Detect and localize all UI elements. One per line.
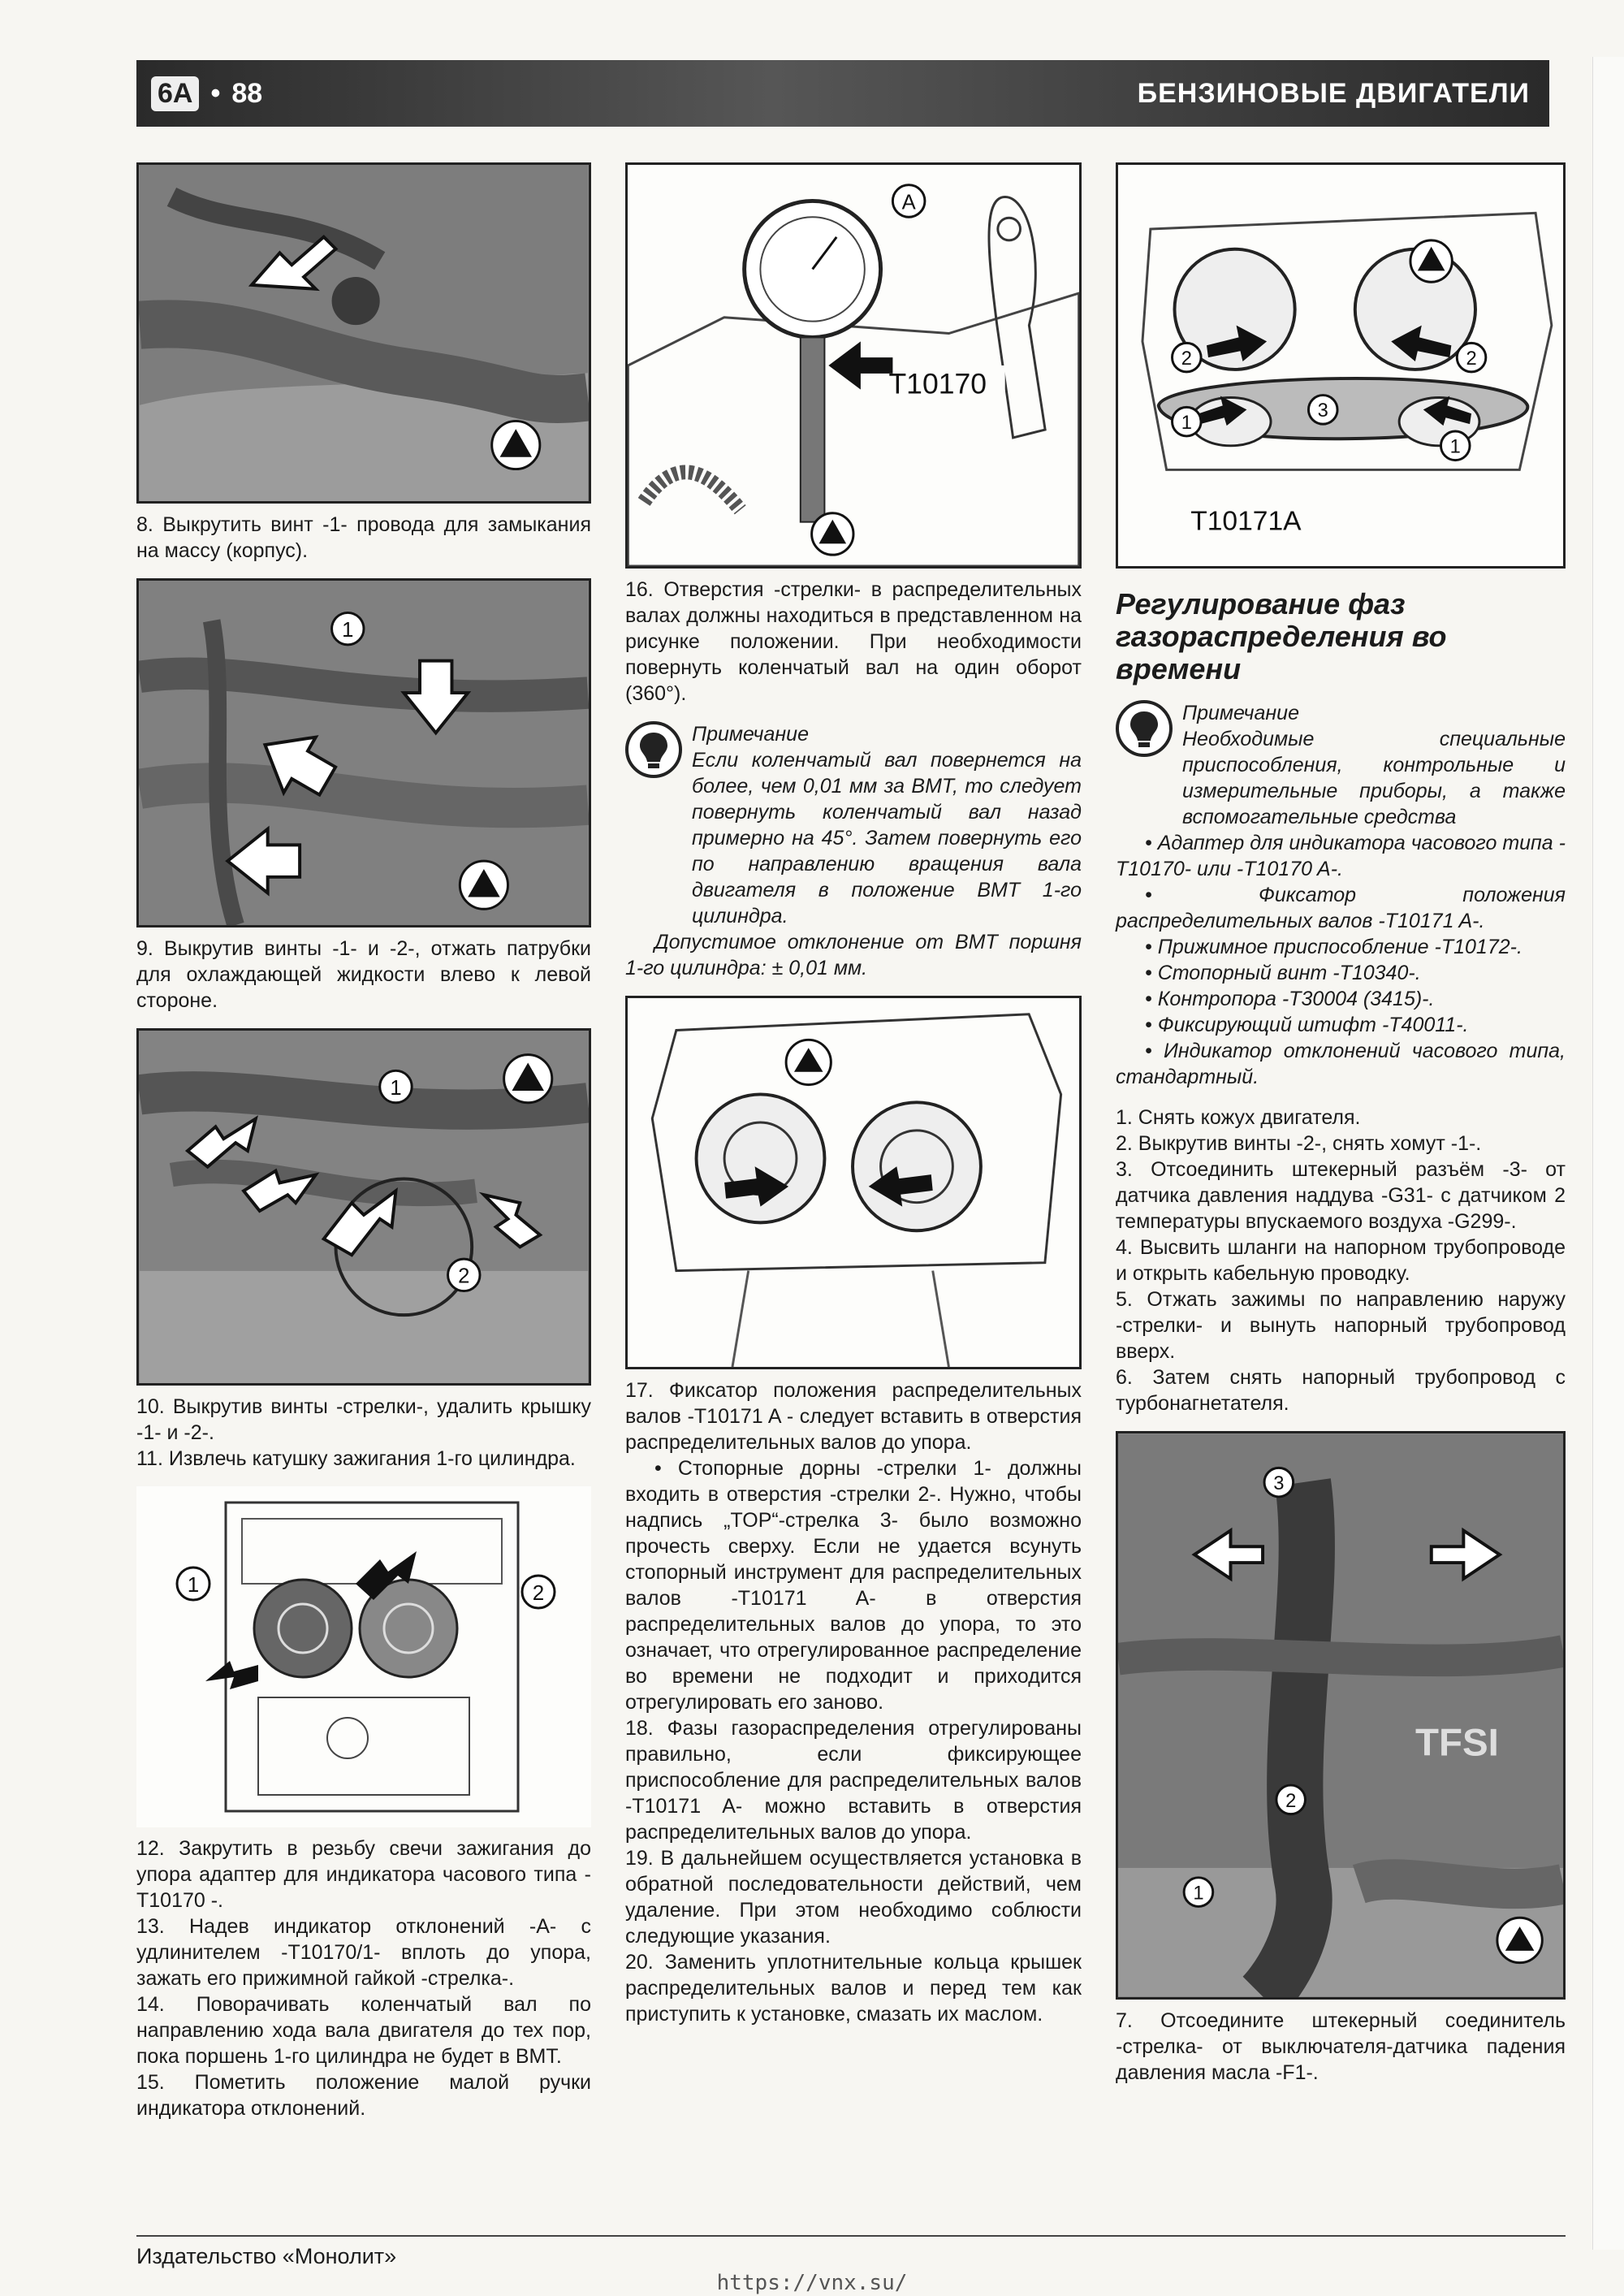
note-text: Необходимые специальные приспособления, контрольные и измерительные приборы, а также вспомогательные средства xyxy=(1182,728,1566,828)
step-18: 18. Фазы газораспределения отрегулированы правильно, если фиксирующее приспособление для распределительных валов -T10171 A- можно вставить в отверстия распределительных валов до упора. xyxy=(625,1717,1082,1844)
step-7: 7. Отсоедините штекерный соединитель -стрелка- от выключателя-датчика падения давления масла -F1-. xyxy=(1116,2009,1566,2084)
note-label: Примечание xyxy=(692,723,809,746)
callout-1: 1 xyxy=(187,1572,200,1597)
steps-12-15 xyxy=(136,1836,591,2121)
step-12: 12. Закрутить в резьбу свечи зажигания до упора адаптер для индикатора часового типа -T10170 -. xyxy=(136,1837,591,1912)
callout-2: 2 xyxy=(1466,348,1477,370)
cylinder-head-drawing xyxy=(136,1486,591,1827)
callout-3: 3 xyxy=(1317,400,1328,422)
source-url[interactable]: https://vnx.su/ xyxy=(716,2271,908,2295)
callout-2: 2 xyxy=(1181,348,1192,370)
photo-coolant-hoses xyxy=(136,578,591,927)
column-right xyxy=(1116,162,1566,2100)
step-1: 1. Снять кожух двигателя. xyxy=(1116,1106,1361,1129)
camshaft-holes-drawing xyxy=(628,998,1079,1367)
drawing-camshaft-holes xyxy=(625,996,1082,1369)
tool-label-t10170: T10170 xyxy=(888,367,987,400)
callout-1: 1 xyxy=(1181,413,1192,435)
callout-1: 1 xyxy=(342,619,354,642)
callout-2: 2 xyxy=(458,1265,470,1288)
engine-photo-1 xyxy=(139,165,589,501)
drawing-dial-indicator xyxy=(625,162,1082,569)
callout-2: 2 xyxy=(1285,1790,1297,1812)
note-crankshaft xyxy=(625,721,1082,981)
drawing-cylinder-head xyxy=(136,1486,591,1827)
step-19: 19. В дальнейшем осуществляется установка в обратной последовательности действий, чем удаление. При этом необходимо соблюсти следующие указания. xyxy=(625,1847,1082,1948)
note-tools xyxy=(1116,700,1566,1090)
list-item: • Стопорный винт -T10340-. xyxy=(1145,962,1421,984)
step-4: 4. Высвить шланги на напорном трубопроводе и открыть кабельную проводку. xyxy=(1116,1236,1566,1285)
note-tolerance: Допустимое отклонение от ВМТ поршня 1-го цилиндра: ± 0,01 мм. xyxy=(625,931,1082,979)
tfsi-logo-text: TFSI xyxy=(1415,1721,1499,1765)
section-heading: Регулирование фаз газораспределения во времени xyxy=(1116,587,1447,685)
photo-covers xyxy=(136,1028,591,1386)
step-17-bullet: • Стопорные дорны -стрелки 1- должны входить в отверстия -стрелки 2-. Нужно, чтобы надпись „TOP“-стрелка 3- было возможно прочесть сверху. Если не удается всунуть стопорный инструмент для распределительных валов -T10171 A- в отверстия распределительных валов до упора, то это означает, что отрегулированное распределение во времени не подходит и приходится отрегулировать его заново. xyxy=(625,1457,1082,1714)
step-2: 2. Выкрутив винты -2-, снять хомут -1-. xyxy=(1116,1132,1482,1155)
tool-label-t10171a: T10171A xyxy=(1190,506,1302,537)
tools-list xyxy=(1116,830,1566,1090)
step-3: 3. Отсоединить штекерный разъём -3- от датчика давления наддува -G31- с датчиком 2 температуры впускаемого воздуха -G299-. xyxy=(1116,1158,1566,1233)
step-9: 9. Выкрутив винты -1- и -2-, отжать патрубки для охлаждающей жидкости влево к левой стороне. xyxy=(136,937,591,1012)
step-16: 16. Отверстия -стрелки- в распределительных валах должны находиться в представленном на рисунке положении. При необходимости повернуть коленчатый вал на один оборот (360°). xyxy=(625,578,1082,705)
callout-3: 3 xyxy=(1273,1473,1285,1495)
list-item: • Прижимное приспособление -T10172-. xyxy=(1145,936,1522,958)
dial-indicator-drawing xyxy=(628,165,1079,566)
page-badge xyxy=(151,76,262,111)
step-10: 10. Выкрутив винты -стрелки-, удалить крышку -1- и -2-. xyxy=(136,1395,591,1444)
lightbulb-icon xyxy=(625,721,682,778)
list-item: • Контропора -T30004 (3415)-. xyxy=(1145,988,1435,1010)
list-item: • Фиксатор положения распределительных валов -T10171 A-. xyxy=(1116,884,1566,932)
callout-1: 1 xyxy=(1449,436,1461,458)
page-edge xyxy=(1592,57,1624,2250)
list-item: • Фиксирующий штифт -T40011-. xyxy=(1145,1014,1469,1036)
publisher: Издательство «Монолит» xyxy=(136,2244,397,2268)
step-17: 17. Фиксатор положения распределительных валов -T10171 A - следует вставить в отверстия распределительных валов до упора. xyxy=(625,1379,1082,1454)
engine-photo-3 xyxy=(139,1031,589,1383)
column-middle xyxy=(625,162,1082,2042)
step-20: 20. Заменить уплотнительные кольца крышек распределительных валов и перед тем как приступить к установке, смазать их маслом. xyxy=(625,1951,1082,2026)
list-item: • Адаптер для индикатора часового типа -T10170- или -T10170 A-. xyxy=(1116,832,1566,880)
callout-1: 1 xyxy=(1193,1883,1204,1905)
page-number: 88 xyxy=(231,77,263,109)
list-item: • Индикатор отклонений часового типа, стандартный. xyxy=(1116,1040,1566,1088)
photo-pressure-pipe xyxy=(1116,1431,1566,2000)
lightbulb-icon xyxy=(1116,700,1173,757)
photo-ground-wire xyxy=(136,162,591,504)
column-left xyxy=(136,162,591,2136)
callout-2: 2 xyxy=(532,1580,545,1605)
section-code: 6A xyxy=(151,76,199,111)
step-8: 8. Выкрутить винт -1- провода для замыкания на массу (корпус). xyxy=(136,513,591,562)
drawing-camshaft-lock xyxy=(1116,162,1566,569)
callout-1: 1 xyxy=(390,1076,402,1100)
engine-photo-2 xyxy=(139,581,589,925)
camshaft-lock-drawing xyxy=(1118,165,1563,566)
footer-divider xyxy=(136,2235,1566,2237)
note-text: Если коленчатый вал повернется на более, чем 0,01 мм за ВМТ, то следует повернуть коленчатый вал назад примерно на 45°. Затем повернуть его по направлению вращения вала двигателя в положение ВМТ 1-го цилиндра. xyxy=(692,749,1082,927)
steps-17-20 xyxy=(625,1377,1082,2027)
step-15: 15. Пометить положение малой ручки индикатора отклонений. xyxy=(136,2071,591,2120)
step-13: 13. Надев индикатор отклонений -А- с удлинителем -T10170/1- вплоть до упора, зажать его прижимной гайкой -стрелка-. xyxy=(136,1915,591,1990)
step-11: 11. Извлечь катушку зажигания 1-го цилиндра. xyxy=(136,1447,576,1470)
note-label: Примечание xyxy=(1182,702,1299,724)
steps-10-11 xyxy=(136,1394,591,1472)
page-header xyxy=(136,60,1549,127)
step-6: 6. Затем снять напорный трубопровод с турбонагнетателя. xyxy=(1116,1366,1566,1415)
chapter-title: БЕНЗИНОВЫЕ ДВИГАТЕЛИ xyxy=(1137,77,1530,109)
callout-a: A xyxy=(901,191,916,214)
steps-1-6 xyxy=(1116,1105,1566,1416)
step-14: 14. Поворачивать коленчатый вал по направлению хода вала двигателя до тех пор, пока поршень 1-го цилиндра не будет в ВМТ. xyxy=(136,1993,591,2068)
bullet-separator: • xyxy=(210,77,221,109)
step-5: 5. Отжать зажимы по направлению наружу -стрелки- и вынуть напорный трубопровод вверх. xyxy=(1116,1288,1566,1363)
engine-photo-turbo xyxy=(1118,1433,1563,1997)
